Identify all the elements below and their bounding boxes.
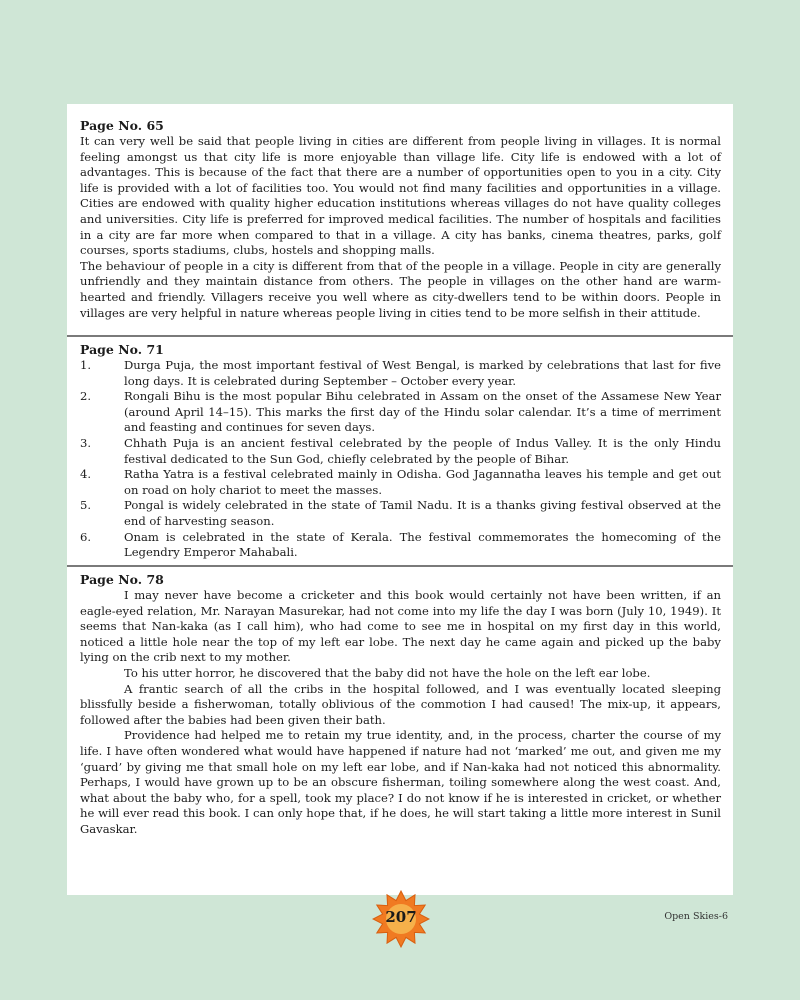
paragraph: The behaviour of people in a city is different from that of the people in a village. People in city are generally unfriendly and they maintain distance from others. The people in villages on the other hand are warm-hearted and friendly. Villagers receive you well where as city-dwellers tend to be within doors. People in villages are very helpful in nature whereas people living in cities tend to be more selfish in their attitude. bbox=[80, 258, 721, 320]
list-item bbox=[80, 389, 721, 436]
list-item bbox=[80, 498, 721, 529]
paragraph: To his utter horror, he discovered that the baby did not have the hole on the left ear lobe. bbox=[124, 665, 651, 680]
list-item bbox=[80, 436, 721, 467]
list-item-text: Pongal is widely celebrated in the state of Tamil Nadu. It is a thanks giving festival observed at the end of harvesting season. bbox=[124, 498, 721, 528]
festival-list bbox=[80, 358, 721, 561]
list-item-text: Durga Puja, the most important festival of West Bengal, is marked by celebrations that last for five long days. It is celebrated during September – October every year. bbox=[124, 358, 721, 388]
list-item-number: 2. bbox=[80, 389, 92, 404]
list-item-text: Onam is celebrated in the state of Kerala. The festival commemorates the homecoming of the Legendry Emperor Mahabali. bbox=[124, 529, 721, 560]
list-item bbox=[80, 358, 721, 389]
paragraph: Providence had helped me to retain my true identity, and, in the process, charter the course of my life. I have often wondered what would have happened if nature had not ‘marked’ me out, and given me my ‘guard’ by giving me that small hole on my left ear lobe, and if Nan-kaka had not noticed this abnormality. Perhaps, I would have grown up to be an obscure fisherman, toiling somewhere along the west coast. And, what about the baby who, for a spell, took my place? I do not know if he is interested in cricket, or whether he will ever read this book. I can only hope that, if he does, he will start taking a little more interest in Sunil Gavaskar. bbox=[80, 728, 721, 836]
list-item-number: 5. bbox=[80, 498, 92, 513]
book-title: Open Skies-6 bbox=[664, 911, 728, 922]
paragraph: It can very well be said that people living in cities are different from people living in villages. It is normal feeling amongst us that city life is more enjoyable than village life. City life is endowed with a lot of advantages. This is because of the fact that there are a number of opportunities open to you in a city. City life is provided with a lot of facilities too. You would not find many facilities and opportunities in a village. Cities are endowed with quality higher education institutions whereas villages do not have quality colleges and universities. City life is preferred for improved medical facilities. The number of hospitals and facilities in a city are far more when compared to that in a village. A city has banks, cinema theatres, parks, golf courses, sports stadiums, clubs, hostels and shopping malls. bbox=[80, 134, 721, 258]
list-item-text: Chhath Puja is an ancient festival celebrated by the people of Indus Valley. It is the only Hindu festival dedicated to the Sun God, chiefly celebrated by the people of Bihar. bbox=[124, 435, 721, 466]
content-panel bbox=[67, 104, 733, 895]
list-item-number: 3. bbox=[80, 435, 92, 450]
list-item bbox=[80, 467, 721, 498]
section-page-78 bbox=[67, 567, 733, 838]
section-heading: Page No. 71 bbox=[80, 342, 164, 357]
section-page-65 bbox=[67, 104, 733, 335]
list-item-text: Rongali Bihu is the most popular Bihu celebrated in Assam on the onset of the Assamese New Year (around April 14–15). This marks the first day of the Hindu solar calendar. It’s a time of merriment and feasting and continues for seven days. bbox=[124, 389, 721, 435]
section-heading: Page No. 65 bbox=[80, 118, 164, 133]
list-item-text: Ratha Yatra is a festival celebrated mainly in Odisha. God Jagannatha leaves his temple and get out on road on holy chariot to meet the masses. bbox=[124, 467, 721, 497]
page-number-badge bbox=[372, 890, 430, 948]
paragraph: A frantic search of all the cribs in the hospital followed, and I was eventually located sleeping blissfully beside a fisherwoman, totally oblivious of the commotion I had caused! The mix-up, it appears, followed after the babies had been given their bath. bbox=[80, 681, 721, 727]
section-heading: Page No. 78 bbox=[80, 572, 164, 587]
list-item bbox=[80, 530, 721, 561]
list-item-number: 4. bbox=[80, 467, 92, 482]
paragraph: I may never have become a cricketer and this book would certainly not have been written, if an eagle-eyed relation, Mr. Narayan Masurekar, had not come into my life the day I was born (July 10, 1949). It seems that Nan-kaka (as I call him), who had come to see me in hospital on my first day in this world, noticed a little hole near the top of my left ear lobe. The next day he came again and picked up the baby lying on the crib next to my mother. bbox=[80, 588, 721, 665]
page-number: 207 bbox=[385, 908, 417, 926]
list-item-number: 1. bbox=[80, 358, 92, 372]
list-item-number: 6. bbox=[80, 529, 92, 544]
section-page-71 bbox=[67, 337, 733, 565]
